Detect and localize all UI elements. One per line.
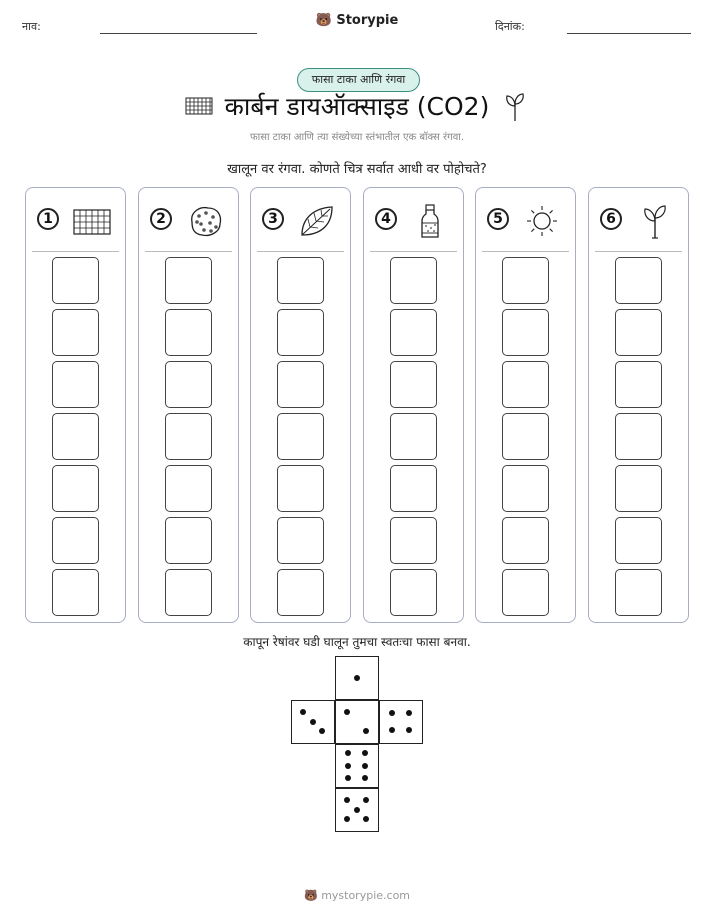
brand-name: Storypie	[336, 13, 399, 28]
column-divider	[482, 251, 569, 252]
color-box[interactable]	[52, 361, 99, 408]
die-pip	[389, 710, 395, 716]
die-pip	[300, 709, 306, 715]
die-face-5	[335, 788, 379, 832]
die-pip	[344, 709, 350, 715]
color-box[interactable]	[277, 257, 324, 304]
color-box[interactable]	[165, 465, 212, 512]
color-box[interactable]	[165, 517, 212, 564]
column-5	[475, 187, 576, 623]
color-box[interactable]	[52, 465, 99, 512]
color-box[interactable]	[615, 517, 662, 564]
color-box[interactable]	[52, 257, 99, 304]
color-box[interactable]	[502, 257, 549, 304]
color-box[interactable]	[277, 569, 324, 616]
sapling-icon	[503, 92, 527, 122]
leaf-icon	[296, 202, 338, 240]
color-box[interactable]	[390, 309, 437, 356]
bear-icon: 🐻	[303, 889, 318, 902]
die-pip	[344, 816, 350, 822]
column-divider	[257, 251, 344, 252]
color-box[interactable]	[165, 413, 212, 460]
die-pip	[362, 750, 368, 756]
color-box[interactable]	[390, 413, 437, 460]
die-pip	[363, 816, 369, 822]
color-box[interactable]	[502, 517, 549, 564]
color-box[interactable]	[165, 361, 212, 408]
die-pip	[363, 728, 369, 734]
color-box[interactable]	[502, 465, 549, 512]
sapling-icon	[634, 202, 676, 240]
die-pip	[363, 797, 369, 803]
die-pip	[406, 710, 412, 716]
color-box[interactable]	[502, 309, 549, 356]
die-pip	[362, 763, 368, 769]
column-number: 6	[600, 208, 622, 230]
bottle-icon	[409, 202, 451, 240]
die-face-2	[335, 700, 379, 744]
instruction: खालून वर रंगवा. कोणते चित्र सर्वात आधी वर पोहोचते?	[227, 162, 487, 177]
name-line[interactable]	[100, 33, 257, 34]
grid-icon	[71, 202, 113, 240]
color-box[interactable]	[52, 517, 99, 564]
activity-badge: फासा टाका आणि रंगवा	[297, 68, 420, 92]
die-pip	[406, 727, 412, 733]
color-box[interactable]	[615, 569, 662, 616]
color-box[interactable]	[52, 309, 99, 356]
die-pip	[354, 807, 360, 813]
column-6	[588, 187, 689, 623]
color-box[interactable]	[615, 465, 662, 512]
column-2	[138, 187, 239, 623]
color-box[interactable]	[502, 361, 549, 408]
color-box[interactable]	[277, 517, 324, 564]
column-3	[250, 187, 351, 623]
die-pip	[345, 775, 351, 781]
name-label: नाव:	[22, 20, 41, 33]
column-4	[363, 187, 464, 623]
column-number: 4	[375, 208, 397, 230]
die-pip	[310, 719, 316, 725]
color-box[interactable]	[165, 257, 212, 304]
color-box[interactable]	[390, 257, 437, 304]
color-box[interactable]	[52, 413, 99, 460]
die-face-6	[335, 744, 379, 788]
color-box[interactable]	[502, 413, 549, 460]
color-box[interactable]	[615, 361, 662, 408]
column-divider	[32, 251, 119, 252]
date-line[interactable]	[567, 33, 691, 34]
die-pip	[389, 727, 395, 733]
color-box[interactable]	[277, 465, 324, 512]
color-box[interactable]	[277, 361, 324, 408]
die-pip	[344, 797, 350, 803]
column-number: 2	[150, 208, 172, 230]
color-box[interactable]	[390, 517, 437, 564]
date-label: दिनांक:	[495, 20, 525, 33]
die-face-3	[291, 700, 335, 744]
die-face-4	[379, 700, 423, 744]
column-number: 1	[37, 208, 59, 230]
die-face-1	[335, 656, 379, 700]
color-box[interactable]	[615, 257, 662, 304]
die-pip	[362, 775, 368, 781]
bear-icon: 🐻	[315, 13, 332, 28]
brand-logo	[0, 13, 714, 28]
column-divider	[595, 251, 682, 252]
footer-url: mystorypie.com	[321, 889, 411, 902]
sun-icon	[521, 202, 563, 240]
color-box[interactable]	[165, 569, 212, 616]
color-box[interactable]	[615, 413, 662, 460]
color-box[interactable]	[502, 569, 549, 616]
color-box[interactable]	[390, 361, 437, 408]
subtitle: फासा टाका आणि त्या संख्येच्या स्तंभातील एक बॉक्स रंगवा.	[249, 132, 465, 143]
column-number: 5	[487, 208, 509, 230]
die-pip	[345, 763, 351, 769]
die-pip	[345, 750, 351, 756]
column-1	[25, 187, 126, 623]
die-pip	[319, 728, 325, 734]
page-title: कार्बन डायऑक्साइड (CO2)	[224, 92, 490, 121]
cut-instruction: कापून रेषांवर घडी घालून तुमचा स्वतःचा फासा बनवा.	[243, 635, 471, 649]
color-box[interactable]	[52, 569, 99, 616]
color-box[interactable]	[390, 465, 437, 512]
color-box[interactable]	[390, 569, 437, 616]
color-box[interactable]	[165, 309, 212, 356]
color-box[interactable]	[277, 309, 324, 356]
column-divider	[145, 251, 232, 252]
footer	[0, 889, 714, 902]
rock-icon	[184, 202, 226, 240]
column-divider	[370, 251, 457, 252]
die-pip	[354, 675, 360, 681]
color-box[interactable]	[615, 309, 662, 356]
column-number: 3	[262, 208, 284, 230]
color-box[interactable]	[277, 413, 324, 460]
